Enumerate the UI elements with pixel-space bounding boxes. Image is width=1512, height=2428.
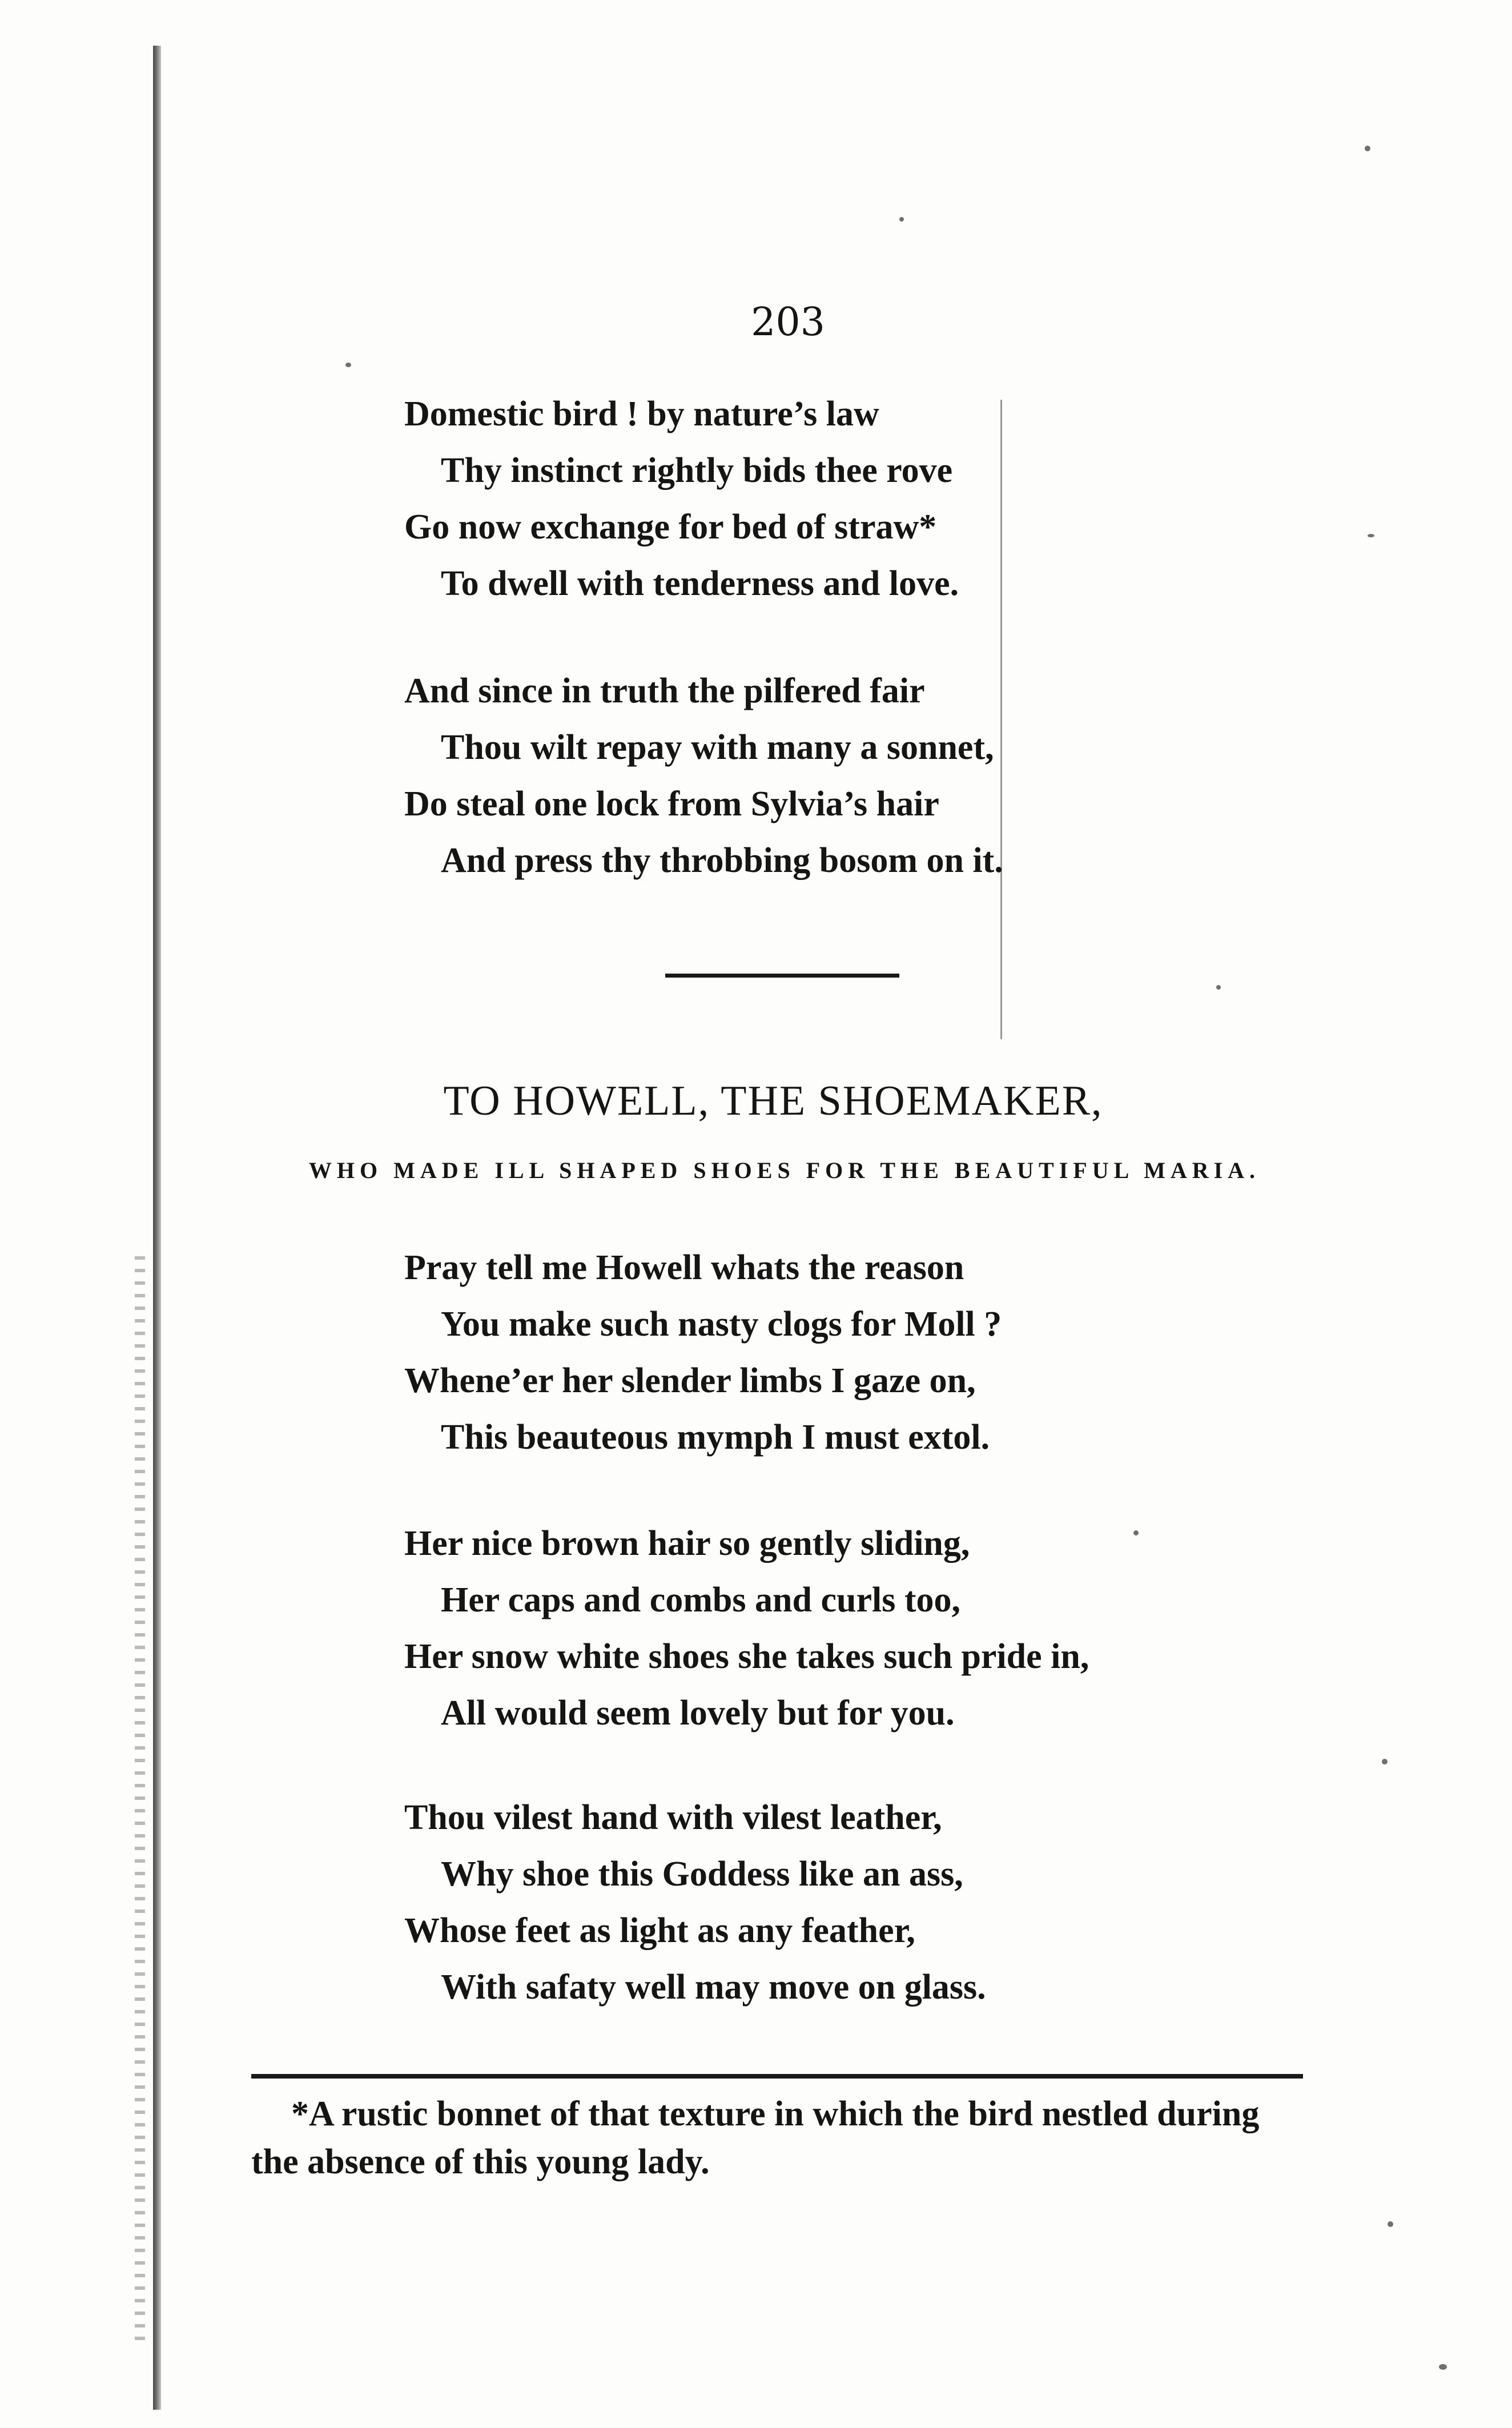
section-divider — [665, 974, 899, 978]
poem-title: TO HOWELL, THE SHOEMAKER, — [443, 1078, 1103, 1124]
footnote-line: the absence of this young lady. — [251, 2142, 710, 2181]
poem-line: You make such nasty clogs for Moll ? — [441, 1305, 1002, 1344]
scan-speck — [1368, 534, 1374, 537]
scan-artifact-line — [1000, 400, 1002, 1039]
poem-line: All would seem lovely but for you. — [441, 1694, 955, 1732]
poem-line: Her snow white shoes she takes such pride in, — [404, 1637, 1089, 1676]
poem-line: Whene’er her slender limbs I gaze on, — [404, 1361, 976, 1400]
poem-line: This beauteous mymph I must extol. — [441, 1418, 990, 1457]
binding-edge — [153, 46, 161, 2410]
scan-speck — [1439, 2364, 1447, 2370]
scan-speck — [1365, 146, 1370, 151]
scan-speck — [1133, 1530, 1139, 1535]
poem-line: Her nice brown hair so gently sliding, — [404, 1524, 970, 1563]
poem-subtitle: WHO MADE ILL SHAPED SHOES FOR THE BEAUTIFUL MARIA. — [308, 1157, 1261, 1183]
poem-line: Pray tell me Howell whats the reason — [404, 1248, 964, 1287]
scan-speck — [899, 217, 904, 222]
page-number: 203 — [751, 300, 825, 345]
poem-line: And since in truth the pilfered fair — [404, 672, 925, 710]
scan-speck — [1216, 985, 1221, 990]
poem-line: Thy instinct rightly bids thee rove — [441, 451, 953, 490]
poem-line: Domestic bird ! by nature’s law — [404, 395, 879, 433]
poem-line: To dwell with tenderness and love. — [441, 564, 959, 603]
poem-line: Whose feet as light as any feather, — [404, 1911, 915, 1950]
footnote — [251, 2090, 1313, 2186]
poem-line: Do steal one lock from Sylvia’s hair — [404, 785, 939, 823]
poem-line: And press thy throbbing bosom on it. — [441, 841, 1003, 880]
scan-speck — [1388, 2221, 1393, 2227]
scan-speck — [345, 363, 351, 367]
poem-line: With safaty well may move on glass. — [441, 1968, 986, 2007]
binding-shadow — [135, 1256, 145, 2341]
poem-line: Her caps and combs and curls too, — [441, 1581, 960, 1619]
poem-line: Go now exchange for bed of straw* — [404, 508, 937, 546]
poem-line: Thou wilt repay with many a sonnet, — [441, 728, 994, 767]
footnote-line: *A rustic bonnet of that texture in which the bird nestled during — [291, 2095, 1260, 2133]
poem-line: Thou vilest hand with vilest leather, — [404, 1798, 942, 1837]
footnote-rule — [251, 2074, 1303, 2079]
scan-speck — [1382, 1759, 1388, 1764]
poem-line: Why shoe this Goddess like an ass, — [441, 1855, 963, 1894]
